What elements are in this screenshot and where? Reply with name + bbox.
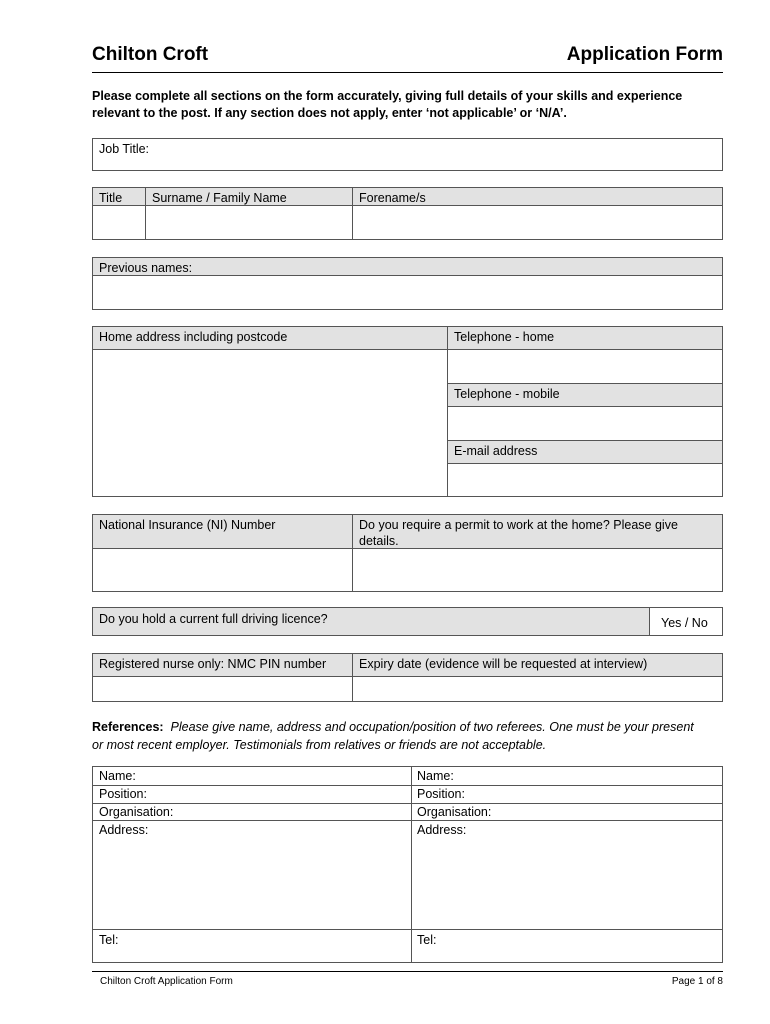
divider (93, 820, 411, 821)
references-instructions (92, 718, 722, 754)
tel-home-input[interactable] (447, 349, 723, 384)
referee-2-position: Position: (417, 787, 465, 801)
intro-line-1: Please complete all sections on the form accurately, giving full details of your skills and experience (92, 89, 683, 103)
driving-licence-question: Do you hold a current full driving licence? (92, 607, 650, 636)
forename-header: Forename/s (352, 187, 723, 206)
previous-names-header: Previous names: (92, 257, 723, 276)
references-table (92, 766, 723, 963)
title-input[interactable] (92, 205, 146, 240)
job-title-label: Job Title: (99, 142, 150, 156)
org-name: Chilton Croft (92, 44, 209, 65)
intro-line-2: relevant to the post. If any section does not apply, enter ‘not applicable’ or ‘N/A’. (92, 106, 567, 120)
title-header: Title (92, 187, 146, 206)
references-instructions-line-1: Please give name, address and occupation/position of two referees. One must be your present (170, 720, 694, 734)
referee-1-tel: Tel: (99, 933, 119, 947)
footer-page-number: Page 1 of 8 (671, 976, 723, 987)
references-instructions-line-2: or most recent employer. Testimonials from relatives or friends are not acceptable. (92, 738, 547, 752)
yes-no-options: Yes / No (661, 616, 708, 630)
footer-rule (92, 971, 723, 972)
forename-input[interactable] (352, 205, 723, 240)
referee-2-name: Name: (417, 769, 454, 783)
referee-2-organisation: Organisation: (417, 805, 492, 819)
header-rule (92, 72, 723, 73)
referee-1-organisation: Organisation: (99, 805, 174, 819)
divider (411, 929, 722, 930)
nmc-pin-header: Registered nurse only: NMC PIN number (92, 653, 353, 677)
address-header: Home address including postcode (92, 326, 448, 350)
job-title-field[interactable] (92, 138, 723, 171)
references-heading: References: (92, 720, 164, 734)
referee-2-address: Address: (417, 823, 467, 837)
expiry-date-header: Expiry date (evidence will be requested at interview) (352, 653, 723, 677)
referee-2[interactable] (411, 767, 722, 962)
email-input[interactable] (447, 463, 723, 497)
divider (411, 820, 722, 821)
form-title: Application Form (566, 44, 723, 65)
intro-text (92, 88, 722, 122)
referee-2-tel: Tel: (417, 933, 437, 947)
permit-label-line-2: details. (359, 534, 399, 548)
footer-doc-name: Chilton Croft Application Form (100, 976, 233, 987)
driving-licence-answer[interactable] (649, 607, 723, 636)
email-header: E-mail address (447, 440, 723, 464)
referee-1-name: Name: (99, 769, 136, 783)
previous-names-input[interactable] (92, 275, 723, 310)
tel-mobile-input[interactable] (447, 406, 723, 441)
permit-header (352, 514, 723, 549)
referee-1[interactable] (93, 767, 412, 962)
tel-home-header: Telephone - home (447, 326, 723, 350)
surname-input[interactable] (145, 205, 353, 240)
surname-header: Surname / Family Name (145, 187, 353, 206)
ni-header: National Insurance (NI) Number (92, 514, 353, 549)
address-input[interactable] (92, 349, 448, 497)
referee-1-address: Address: (99, 823, 149, 837)
expiry-date-input[interactable] (352, 676, 723, 702)
ni-input[interactable] (92, 548, 353, 592)
nmc-pin-input[interactable] (92, 676, 353, 702)
divider (93, 929, 411, 930)
referee-1-position: Position: (99, 787, 147, 801)
tel-mobile-header: Telephone - mobile (447, 383, 723, 407)
permit-input[interactable] (352, 548, 723, 592)
permit-label-line-1: Do you require a permit to work at the home? Please give (359, 518, 678, 532)
